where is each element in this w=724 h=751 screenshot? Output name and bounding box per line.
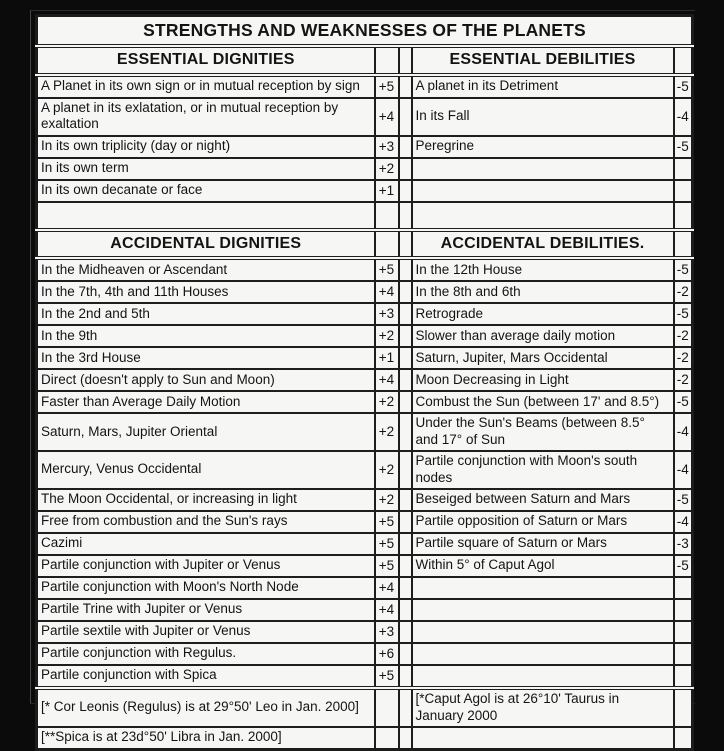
cell-desc-right: Partile conjunction with Moon's south nodes: [412, 451, 674, 489]
spacer-cell: [412, 202, 674, 230]
accidental-debilities-header: ACCIDENTAL DEBILITIES.: [412, 230, 674, 259]
cell-value-left: +2: [375, 451, 399, 489]
cell-value-right: -2: [674, 281, 693, 303]
cell-desc-left: In the 2nd and 5th: [37, 303, 375, 325]
cell-desc-left: Partile sextile with Jupiter or Venus: [37, 621, 375, 643]
gap-cell: [399, 577, 412, 599]
table-row: [37, 98, 693, 136]
cell-desc-left: [**Spica is at 23d°50' Libra in Jan. 2000]: [37, 727, 375, 750]
gap-cell: [399, 230, 412, 259]
table-row: [37, 621, 693, 643]
footnote-rows: [37, 688, 693, 749]
table-row: [37, 688, 693, 727]
cell-value-left: +4: [375, 599, 399, 621]
cell-value-left: +2: [375, 489, 399, 511]
cell-desc-left: [* Cor Leonis (Regulus) is at 29°50' Leo in Jan. 2000]: [37, 688, 375, 727]
cell-value-right: -2: [674, 369, 693, 391]
table-row: [37, 727, 693, 750]
accidental-rows: [37, 258, 693, 688]
cell-desc-left: Direct (doesn't apply to Sun and Moon): [37, 369, 375, 391]
cell-value-right: -5: [674, 555, 693, 577]
cell-value-right: [674, 643, 693, 665]
cell-value-left: +5: [375, 555, 399, 577]
gap-cell: [399, 413, 412, 451]
cell-desc-right: Retrograde: [412, 303, 674, 325]
section-spacer-row: [37, 202, 693, 230]
cell-desc-left: In the Midheaven or Ascendant: [37, 258, 375, 281]
cell-desc-right: In the 12th House: [412, 258, 674, 281]
cell-value-left: +2: [375, 391, 399, 413]
cell-desc-right: Combust the Sun (between 17' and 8.5°): [412, 391, 674, 413]
table-row: [37, 511, 693, 533]
cell-desc-right: Within 5° of Caput Agol: [412, 555, 674, 577]
table-row: [37, 136, 693, 158]
header-value-cell: [375, 230, 399, 259]
table-title-row: [37, 16, 693, 47]
cell-value-left: +5: [375, 511, 399, 533]
gap-cell: [399, 347, 412, 369]
cell-desc-left: Partile conjunction with Jupiter or Venus: [37, 555, 375, 577]
cell-value-right: [674, 688, 693, 727]
cell-value-right: -3: [674, 533, 693, 555]
gap-cell: [399, 533, 412, 555]
gap-cell: [399, 46, 412, 75]
cell-value-left: +5: [375, 75, 399, 98]
cell-desc-left: In its own term: [37, 158, 375, 180]
cell-desc-right: [412, 158, 674, 180]
cell-value-right: -5: [674, 391, 693, 413]
cell-value-left: +3: [375, 136, 399, 158]
cell-value-right: [674, 665, 693, 688]
spacer-cell: [399, 202, 412, 230]
cell-desc-right: In the 8th and 6th: [412, 281, 674, 303]
table-row: [37, 555, 693, 577]
header-value-cell: [375, 46, 399, 75]
gap-cell: [399, 180, 412, 202]
cell-value-right: [674, 158, 693, 180]
cell-value-left: +5: [375, 258, 399, 281]
gap-cell: [399, 688, 412, 727]
cell-desc-right: Moon Decreasing in Light: [412, 369, 674, 391]
cell-desc-right: [*Caput Agol is at 26°10' Taurus in January 2000: [412, 688, 674, 727]
cell-value-left: +5: [375, 533, 399, 555]
header-value-cell: [674, 46, 693, 75]
cell-desc-right: A planet in its Detriment: [412, 75, 674, 98]
accidental-header-row: [37, 230, 693, 259]
table-row: [37, 158, 693, 180]
spacer-cell: [674, 202, 693, 230]
cell-desc-left: Partile Trine with Jupiter or Venus: [37, 599, 375, 621]
table-row: [37, 281, 693, 303]
cell-desc-left: In the 9th: [37, 325, 375, 347]
cell-value-left: [375, 688, 399, 727]
cell-desc-left: In its own triplicity (day or night): [37, 136, 375, 158]
gap-cell: [399, 727, 412, 750]
cell-desc-right: [412, 577, 674, 599]
gap-cell: [399, 75, 412, 98]
spacer-cell: [37, 202, 375, 230]
cell-value-right: -4: [674, 451, 693, 489]
cell-value-right: -5: [674, 303, 693, 325]
cell-value-right: [674, 180, 693, 202]
cell-value-left: +2: [375, 413, 399, 451]
cell-value-right: [674, 599, 693, 621]
gap-cell: [399, 555, 412, 577]
table-row: [37, 180, 693, 202]
table-row: [37, 303, 693, 325]
table-row: [37, 413, 693, 451]
cell-desc-left: In the 3rd House: [37, 347, 375, 369]
gap-cell: [399, 489, 412, 511]
cell-desc-left: In the 7th, 4th and 11th Houses: [37, 281, 375, 303]
gap-cell: [399, 158, 412, 180]
essential-header-row: [37, 46, 693, 75]
gap-cell: [399, 98, 412, 136]
cell-desc-left: Faster than Average Daily Motion: [37, 391, 375, 413]
cell-desc-left: Free from combustion and the Sun's rays: [37, 511, 375, 533]
gap-cell: [399, 451, 412, 489]
cell-value-left: +1: [375, 180, 399, 202]
cell-desc-right: [412, 180, 674, 202]
gap-cell: [399, 303, 412, 325]
cell-desc-right: Saturn, Jupiter, Mars Occidental: [412, 347, 674, 369]
table-row: [37, 258, 693, 281]
cell-value-right: -2: [674, 325, 693, 347]
cell-value-right: -4: [674, 511, 693, 533]
table-row: [37, 75, 693, 98]
cell-value-right: -2: [674, 347, 693, 369]
gap-cell: [399, 511, 412, 533]
gap-cell: [399, 369, 412, 391]
scanned-page: [35, 14, 691, 751]
cell-desc-left: Cazimi: [37, 533, 375, 555]
gap-cell: [399, 258, 412, 281]
header-value-cell: [674, 230, 693, 259]
cell-value-left: +2: [375, 158, 399, 180]
cell-value-left: +1: [375, 347, 399, 369]
table-row: [37, 599, 693, 621]
gap-cell: [399, 136, 412, 158]
cell-value-left: +2: [375, 325, 399, 347]
cell-desc-right: [412, 621, 674, 643]
cell-desc-right: [412, 727, 674, 750]
cell-value-right: [674, 727, 693, 750]
cell-value-right: -5: [674, 258, 693, 281]
table-row: [37, 369, 693, 391]
cell-value-right: -5: [674, 75, 693, 98]
cell-desc-right: In its Fall: [412, 98, 674, 136]
cell-desc-left: A Planet in its own sign or in mutual reception by sign: [37, 75, 375, 98]
table-row: [37, 489, 693, 511]
cell-value-left: +4: [375, 369, 399, 391]
table-row: [37, 643, 693, 665]
table-row: [37, 577, 693, 599]
cell-value-left: +3: [375, 303, 399, 325]
essential-dignities-header: ESSENTIAL DIGNITIES: [37, 46, 375, 75]
cell-desc-left: Partile conjunction with Spica: [37, 665, 375, 688]
cell-value-left: [375, 727, 399, 750]
cell-desc-right: [412, 643, 674, 665]
gap-cell: [399, 599, 412, 621]
cell-desc-right: Partile opposition of Saturn or Mars: [412, 511, 674, 533]
cell-desc-left: Partile conjunction with Regulus.: [37, 643, 375, 665]
cell-desc-left: A planet in its exlatation, or in mutual reception by exaltation: [37, 98, 375, 136]
cell-desc-right: Partile square of Saturn or Mars: [412, 533, 674, 555]
cell-desc-right: Under the Sun's Beams (between 8.5° and 17° of Sun: [412, 413, 674, 451]
cell-desc-right: Beseiged between Saturn and Mars: [412, 489, 674, 511]
gap-cell: [399, 281, 412, 303]
cell-value-right: [674, 621, 693, 643]
cell-value-right: -4: [674, 413, 693, 451]
cell-value-left: +3: [375, 621, 399, 643]
gap-cell: [399, 665, 412, 688]
cell-desc-right: [412, 665, 674, 688]
table-row: [37, 451, 693, 489]
cell-desc-right: [412, 599, 674, 621]
gap-cell: [399, 391, 412, 413]
table-row: [37, 665, 693, 688]
table-row: [37, 347, 693, 369]
cell-value-left: +4: [375, 98, 399, 136]
gap-cell: [399, 621, 412, 643]
cell-value-right: -4: [674, 98, 693, 136]
cell-value-right: -5: [674, 136, 693, 158]
cell-value-left: +4: [375, 577, 399, 599]
essential-debilities-header: ESSENTIAL DEBILITIES: [412, 46, 674, 75]
cell-desc-left: Partile conjunction with Moon's North Node: [37, 577, 375, 599]
planet-strengths-table: [35, 14, 694, 751]
cell-value-right: -5: [674, 489, 693, 511]
essential-rows: [37, 75, 693, 202]
cell-desc-left: In its own decanate or face: [37, 180, 375, 202]
table-row: [37, 391, 693, 413]
cell-desc-right: Slower than average daily motion: [412, 325, 674, 347]
cell-desc-right: Peregrine: [412, 136, 674, 158]
accidental-dignities-header: ACCIDENTAL DIGNITIES: [37, 230, 375, 259]
cell-desc-left: Mercury, Venus Occidental: [37, 451, 375, 489]
cell-value-left: +6: [375, 643, 399, 665]
page-title: STRENGTHS AND WEAKNESSES OF THE PLANETS: [37, 16, 693, 47]
cell-value-right: [674, 577, 693, 599]
cell-value-left: +4: [375, 281, 399, 303]
table-row: [37, 533, 693, 555]
gap-cell: [399, 643, 412, 665]
cell-value-left: +5: [375, 665, 399, 688]
gap-cell: [399, 325, 412, 347]
table-row: [37, 325, 693, 347]
cell-desc-left: Saturn, Mars, Jupiter Oriental: [37, 413, 375, 451]
cell-desc-left: The Moon Occidental, or increasing in light: [37, 489, 375, 511]
spacer-cell: [375, 202, 399, 230]
